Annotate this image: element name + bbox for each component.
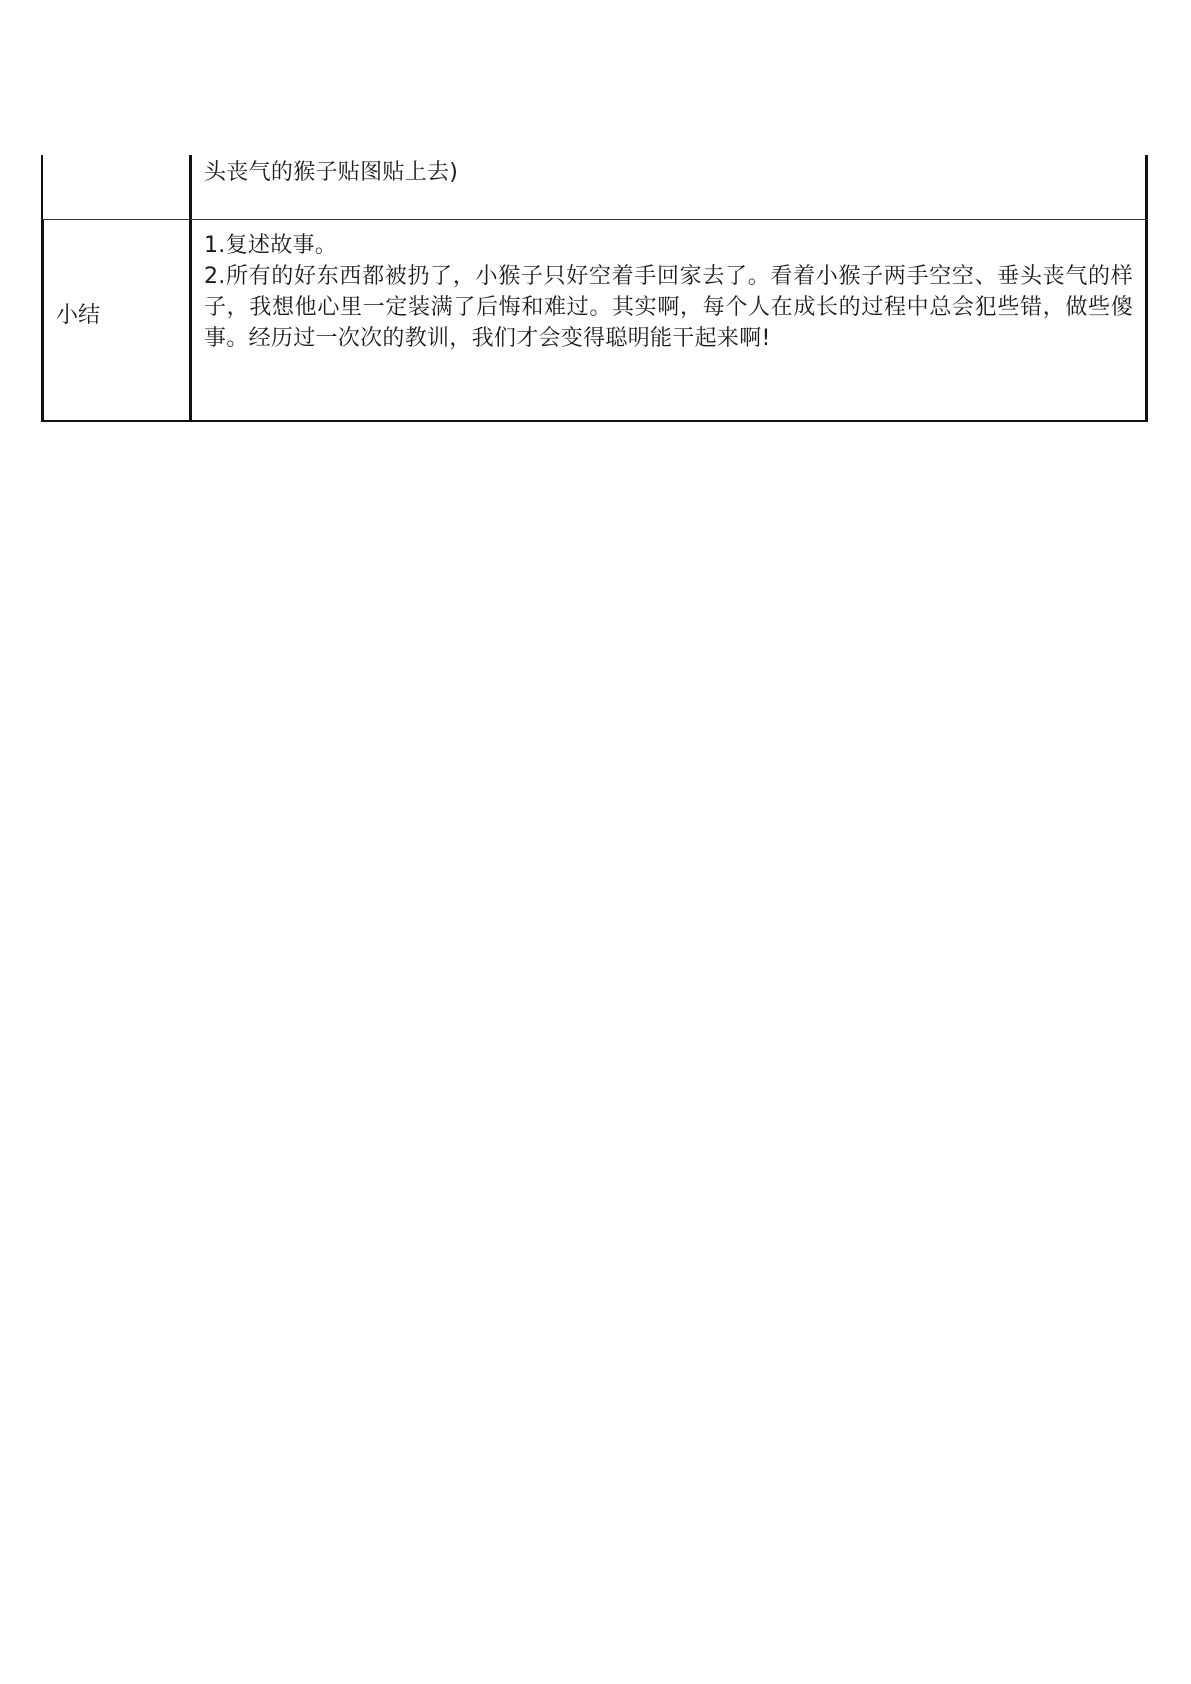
summary-item-2: 2.所有的好东西都被扔了，小猴子只好空着手回家去了。看着小猴子两手空空、垂头丧气的样子，我想他心里一定装满了后悔和难过。其实啊，每个人在成长的过程中总会犯些错，做些傻事。经历过一次次的教训，我们才会变得聪明能干起来啊! [204,264,1133,351]
table-row-summary [41,220,1148,422]
table-row-continued [41,155,1148,220]
summary-item-1: 1.复述故事。 [204,233,338,258]
row-label-cell [41,220,192,420]
row-content-cell [192,220,1148,420]
lesson-plan-table [41,155,1148,422]
row-label-cell [41,155,192,219]
summary-label: 小结 [56,303,101,328]
continued-text: 头丧气的猴子贴图贴上去) [204,160,459,185]
row-content-cell [192,155,1148,219]
